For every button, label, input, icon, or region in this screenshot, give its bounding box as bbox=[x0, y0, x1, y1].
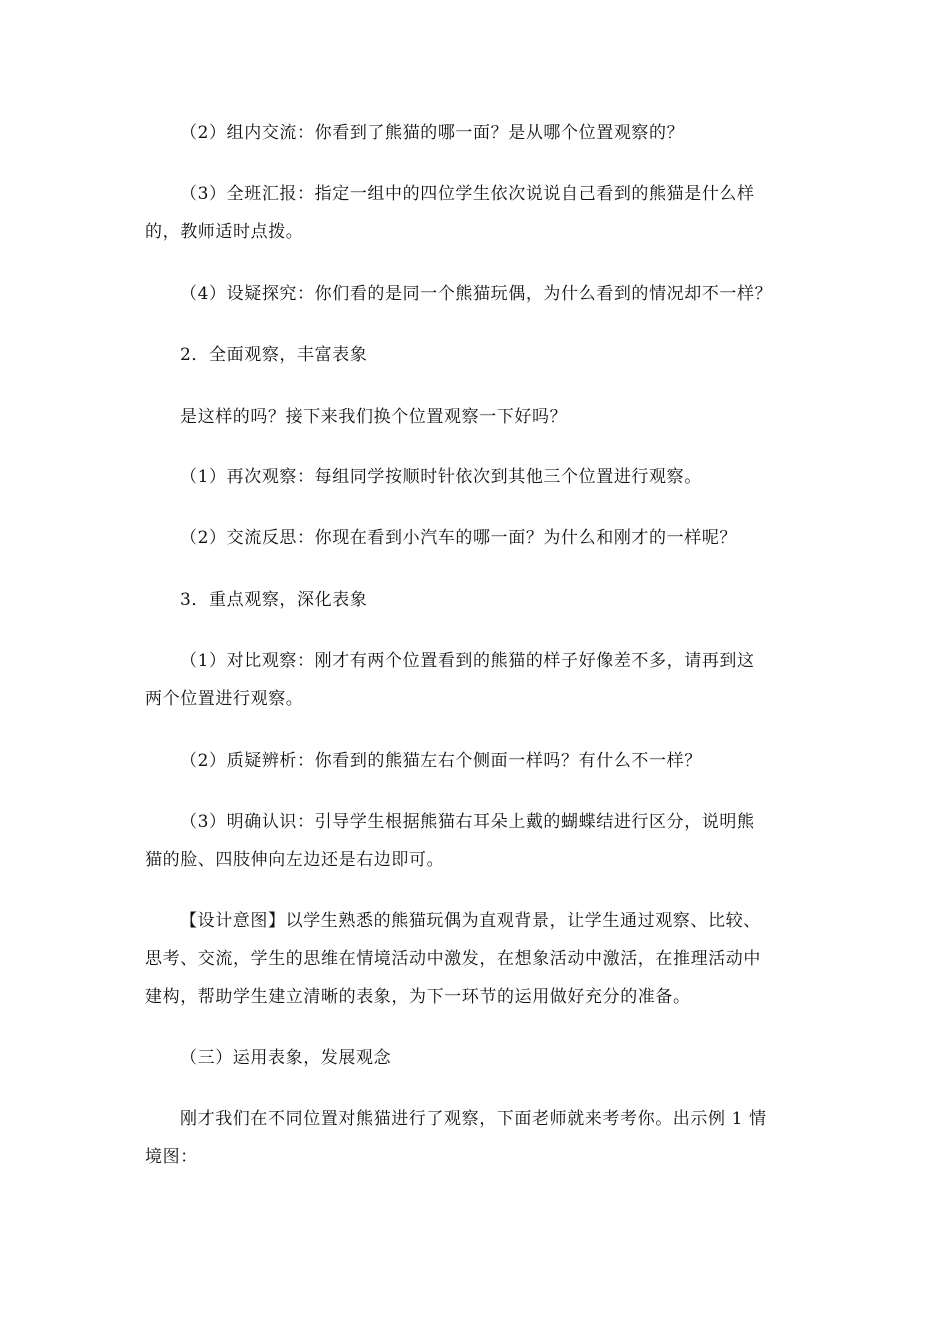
paragraph-line: 两个位置进行观察。 bbox=[145, 689, 304, 709]
paragraph-line: 【设计意图】以学生熟悉的熊猫玩偶为直观背景，让学生通过观察、比较、 bbox=[180, 911, 761, 931]
paragraph-line: （2）质疑辨析：你看到的熊猫左右个侧面一样吗？有什么不一样？ bbox=[180, 751, 702, 771]
paragraph-line: 3．重点观察，深化表象 bbox=[180, 590, 368, 610]
paragraph-line: 猫的脸、四肢伸向左边还是右边即可。 bbox=[145, 850, 445, 870]
paragraph-line: 是这样的吗？接下来我们换个位置观察一下好吗？ bbox=[180, 407, 568, 427]
paragraph-line: （4）设疑探究：你们看的是同一个熊猫玩偶，为什么看到的情况却不一样？ bbox=[180, 284, 773, 304]
paragraph-line: 刚才我们在不同位置对熊猫进行了观察，下面老师就来考考你。出示例 1 情 bbox=[180, 1109, 767, 1129]
paragraph-line: 2．全面观察，丰富表象 bbox=[180, 345, 368, 365]
paragraph-line: 境图： bbox=[145, 1147, 198, 1167]
paragraph-line: （2）交流反思：你现在看到小汽车的哪一面？为什么和刚才的一样呢？ bbox=[180, 528, 738, 548]
paragraph-line: （2）组内交流：你看到了熊猫的哪一面？是从哪个位置观察的？ bbox=[180, 123, 685, 143]
paragraph-line: 的，教师适时点拨。 bbox=[145, 222, 304, 242]
paragraph-line: 思考、交流，学生的思维在情境活动中激发，在想象活动中激活，在推理活动中 bbox=[145, 949, 761, 969]
paragraph-line: 建构，帮助学生建立清晰的表象，为下一环节的运用做好充分的准备。 bbox=[145, 987, 691, 1007]
paragraph-line: （三）运用表象，发展观念 bbox=[180, 1048, 392, 1068]
paragraph-line: （1）再次观察：每组同学按顺时针依次到其他三个位置进行观察。 bbox=[180, 467, 702, 487]
paragraph-line: （1）对比观察：刚才有两个位置看到的熊猫的样子好像差不多，请再到这 bbox=[180, 651, 755, 671]
paragraph-line: （3）全班汇报：指定一组中的四位学生依次说说自己看到的熊猫是什么样 bbox=[180, 184, 755, 204]
paragraph-line: （3）明确认识：引导学生根据熊猫右耳朵上戴的蝴蝶结进行区分，说明熊 bbox=[180, 812, 755, 832]
